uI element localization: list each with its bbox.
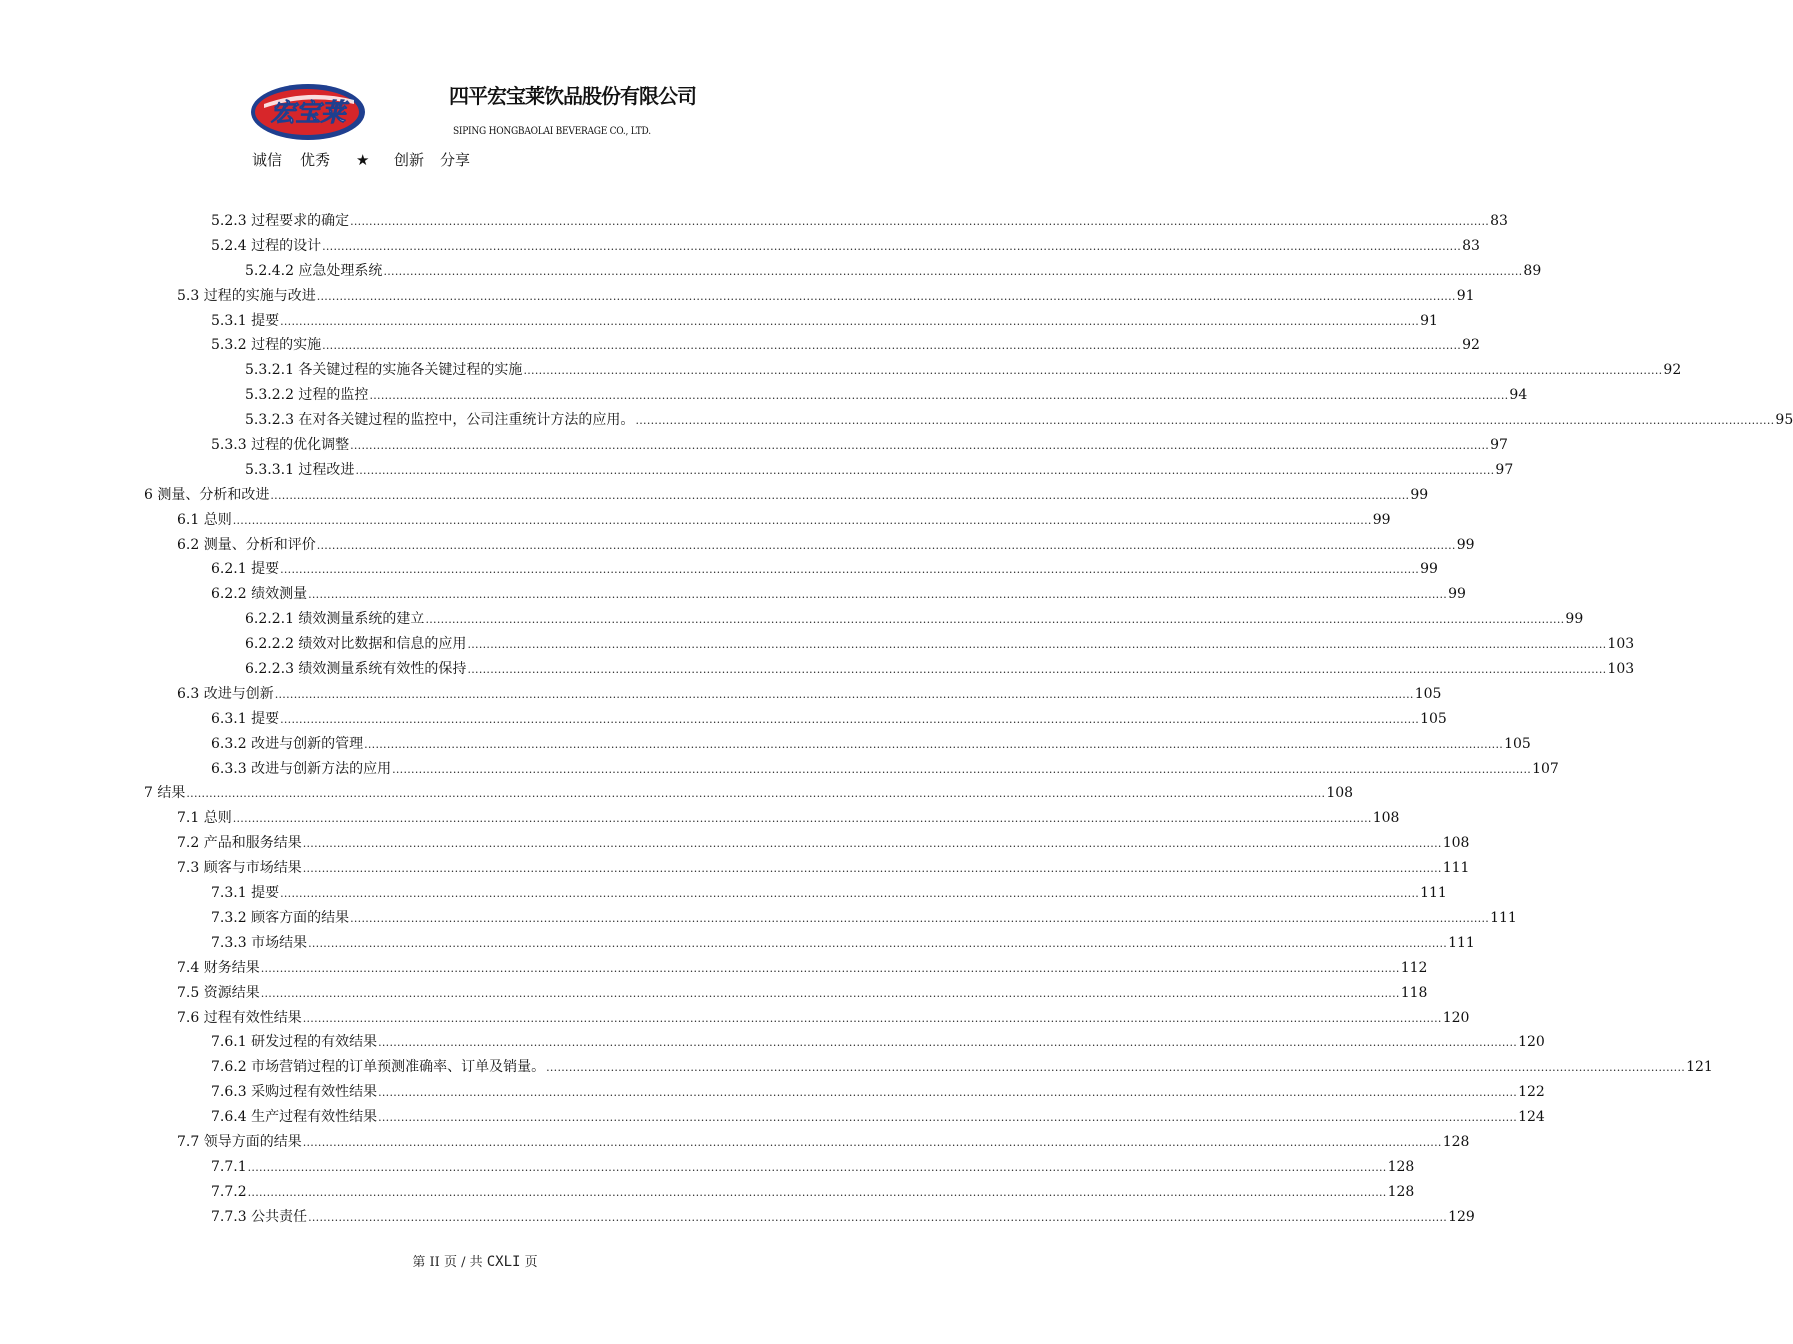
toc-entry-label: 6.2.2.2 绩效对比数据和信息的应用 bbox=[245, 636, 467, 653]
toc-dot-leader: ............................................................................................................................................................................................................................................................................................................ bbox=[247, 1185, 1387, 1199]
toc-entry-label: 6.2.2.1 绩效测量系统的建立 bbox=[245, 611, 425, 628]
toc-entry-label: 7.6.3 采购过程有效性结果 bbox=[211, 1084, 378, 1101]
toc-entry-label: 6.3 改进与创新 bbox=[177, 685, 274, 702]
toc-dot-leader: ............................................................................................................................................................................................................................................................................................................ bbox=[232, 812, 1372, 826]
toc-entry-page-number: 103 bbox=[1607, 661, 1635, 678]
toc-dot-leader: ............................................................................................................................................................................................................................................................................................................ bbox=[635, 414, 1775, 428]
toc-entry-page-number: 97 bbox=[1490, 437, 1508, 454]
page-footer bbox=[0, 1251, 950, 1270]
toc-dot-leader: ............................................................................................................................................................................................................................................................................................................ bbox=[302, 1135, 1442, 1149]
toc-entry-label: 6.3.2 改进与创新的管理 bbox=[211, 735, 364, 752]
toc-dot-leader: ............................................................................................................................................................................................................................................................................................................ bbox=[260, 961, 1400, 975]
toc-entry-page-number: 118 bbox=[1400, 984, 1428, 1001]
toc-dot-leader: ............................................................................................................................................................................................................................................................................................................ bbox=[378, 1086, 1518, 1100]
toc-entry[interactable] bbox=[177, 831, 1470, 856]
toc-entry[interactable] bbox=[177, 533, 1475, 558]
toc-entry[interactable] bbox=[245, 408, 1793, 433]
logo-text: 宏宝莱 bbox=[270, 98, 346, 127]
toc-entry-label: 6.2.2.3 绩效测量系统有效性的保持 bbox=[245, 661, 467, 678]
page-header bbox=[0, 0, 950, 190]
company-name-cn: 四平宏宝莱饮品股份有限公司 bbox=[449, 84, 696, 108]
toc-dot-leader: ............................................................................................................................................................................................................................................................................................................ bbox=[280, 887, 1420, 901]
toc-entry-page-number: 107 bbox=[1532, 760, 1559, 777]
toc-entry-page-number: 89 bbox=[1523, 262, 1542, 279]
toc-entry[interactable] bbox=[177, 682, 1442, 707]
toc-dot-leader: ............................................................................................................................................................................................................................................................................................................ bbox=[316, 538, 1456, 552]
toc-entry-label: 7.1 总则 bbox=[177, 810, 232, 827]
toc-dot-leader: ............................................................................................................................................................................................................................................................................................................ bbox=[467, 663, 1607, 677]
toc-entry[interactable] bbox=[177, 856, 1470, 881]
toc-entry-page-number: 105 bbox=[1504, 735, 1531, 752]
toc-entry[interactable] bbox=[177, 508, 1391, 533]
toc-entry-label: 5.3.1 提要 bbox=[211, 312, 280, 329]
toc-entry-label: 5.3.2.3 在对各关键过程的监控中，公司注重统计方法的应用。 bbox=[245, 412, 635, 429]
footer-suffix: 页 bbox=[524, 1255, 538, 1270]
toc-dot-leader: ............................................................................................................................................................................................................................................................................................................ bbox=[322, 339, 1462, 353]
table-of-contents bbox=[0, 209, 1793, 1230]
toc-dot-leader: ............................................................................................................................................................................................................................................................................................................ bbox=[523, 364, 1663, 378]
toc-entry[interactable] bbox=[211, 732, 1531, 757]
company-name-en: SIPING HONGBAOLAI BEVERAGE CO., LTD. bbox=[453, 125, 651, 137]
toc-entry-label: 7.3.3 市场结果 bbox=[211, 934, 308, 951]
toc-entry[interactable] bbox=[245, 259, 1542, 284]
toc-entry-label: 7.5 资源结果 bbox=[177, 984, 260, 1001]
toc-entry[interactable] bbox=[245, 383, 1528, 408]
toc-entry-label: 6.2.1 提要 bbox=[211, 561, 280, 578]
toc-entry-page-number: 111 bbox=[1490, 909, 1517, 926]
toc-entry-label: 5.3.2.1 各关键过程的实施各关键过程的实施 bbox=[245, 362, 523, 379]
toc-entry-label: 7.3 顾客与市场结果 bbox=[177, 860, 302, 877]
toc-entry[interactable] bbox=[211, 1205, 1475, 1230]
toc-entry-page-number: 99 bbox=[1448, 586, 1466, 603]
toc-entry-page-number: 124 bbox=[1518, 1109, 1545, 1126]
toc-entry[interactable] bbox=[211, 1155, 1415, 1180]
toc-entry[interactable] bbox=[211, 333, 1480, 358]
toc-dot-leader: ............................................................................................................................................................................................................................................................................................................ bbox=[302, 1011, 1442, 1025]
toc-entry[interactable] bbox=[144, 781, 1354, 806]
toc-entry-page-number: 105 bbox=[1414, 685, 1442, 702]
toc-entry[interactable] bbox=[211, 1180, 1415, 1205]
toc-entry-page-number: 128 bbox=[1387, 1183, 1415, 1200]
toc-entry-label: 7.7 领导方面的结果 bbox=[177, 1133, 302, 1150]
toc-entry[interactable] bbox=[211, 1030, 1545, 1055]
toc-entry-page-number: 111 bbox=[1442, 860, 1470, 877]
toc-entry-page-number: 94 bbox=[1509, 387, 1528, 404]
footer-middle: 页 / 共 bbox=[443, 1255, 483, 1270]
toc-entry[interactable] bbox=[177, 284, 1475, 309]
toc-entry[interactable] bbox=[211, 881, 1447, 906]
footer-total-pages: CXLI bbox=[486, 1254, 521, 1270]
toc-dot-leader: ............................................................................................................................................................................................................................................................................................................ bbox=[392, 762, 1532, 776]
toc-entry-label: 7.7.1 bbox=[211, 1158, 247, 1175]
toc-dot-leader: ............................................................................................................................................................................................................................................................................................................ bbox=[260, 986, 1400, 1000]
toc-entry-page-number: 128 bbox=[1442, 1133, 1470, 1150]
toc-entry[interactable] bbox=[211, 557, 1438, 582]
toc-entry[interactable] bbox=[211, 906, 1517, 931]
toc-dot-leader: ............................................................................................................................................................................................................................................................................................................ bbox=[378, 1036, 1518, 1050]
toc-entry-page-number: 97 bbox=[1495, 461, 1514, 478]
toc-entry-page-number: 120 bbox=[1442, 1009, 1470, 1026]
toc-dot-leader: ............................................................................................................................................................................................................................................................................................................ bbox=[383, 264, 1523, 278]
toc-entry-page-number: 122 bbox=[1518, 1084, 1545, 1101]
toc-entry-page-number: 103 bbox=[1607, 636, 1635, 653]
footer-current-page: II bbox=[429, 1255, 440, 1270]
toc-entry-page-number: 92 bbox=[1462, 337, 1480, 354]
toc-entry[interactable] bbox=[177, 1006, 1470, 1031]
toc-entry-label: 7.6 过程有效性结果 bbox=[177, 1009, 302, 1026]
toc-entry-page-number: 99 bbox=[1420, 561, 1438, 578]
toc-dot-leader: ............................................................................................................................................................................................................................................................................................................ bbox=[308, 1210, 1448, 1224]
toc-dot-leader: ............................................................................................................................................................................................................................................................................................................ bbox=[350, 911, 1490, 925]
toc-entry-page-number: 99 bbox=[1565, 611, 1584, 628]
toc-entry[interactable] bbox=[144, 483, 1429, 508]
toc-dot-leader: ............................................................................................................................................................................................................................................................................................................ bbox=[270, 488, 1410, 502]
company-slogan bbox=[252, 149, 470, 170]
toc-entry-label: 5.3.2 过程的实施 bbox=[211, 337, 322, 354]
toc-dot-leader: ............................................................................................................................................................................................................................................................................................................ bbox=[274, 687, 1414, 701]
toc-dot-leader: ............................................................................................................................................................................................................................................................................................................ bbox=[232, 513, 1372, 527]
toc-dot-leader: ............................................................................................................................................................................................................................................................................................................ bbox=[316, 289, 1456, 303]
toc-entry-label: 7.6.1 研发过程的有效结果 bbox=[211, 1034, 378, 1051]
footer-prefix: 第 bbox=[412, 1255, 426, 1270]
toc-entry-label: 6 测量、分析和改进 bbox=[144, 486, 270, 503]
slogan-word: 分享 bbox=[440, 151, 471, 169]
toc-entry-label: 7.6.2 市场营销过程的订单预测准确率、订单及销量。 bbox=[211, 1059, 546, 1076]
toc-entry[interactable] bbox=[211, 931, 1475, 956]
toc-entry[interactable] bbox=[177, 956, 1428, 981]
toc-entry-page-number: 128 bbox=[1387, 1158, 1415, 1175]
toc-entry[interactable] bbox=[211, 234, 1480, 259]
toc-entry-label: 6.3.3 改进与创新方法的应用 bbox=[211, 760, 392, 777]
slogan-word: 创新 bbox=[394, 151, 425, 169]
toc-dot-leader: ............................................................................................................................................................................................................................................................................................................ bbox=[280, 712, 1420, 726]
toc-dot-leader: ............................................................................................................................................................................................................................................................................................................ bbox=[350, 439, 1490, 453]
slogan-word: 优秀 bbox=[300, 151, 331, 169]
toc-entry-label: 7 结果 bbox=[144, 785, 186, 802]
toc-entry[interactable] bbox=[211, 582, 1466, 607]
toc-entry[interactable] bbox=[211, 309, 1438, 334]
toc-entry-label: 7.7.3 公共责任 bbox=[211, 1208, 308, 1225]
toc-dot-leader: ............................................................................................................................................................................................................................................................................................................ bbox=[280, 563, 1420, 577]
toc-entry[interactable] bbox=[211, 1105, 1545, 1130]
toc-entry-page-number: 112 bbox=[1400, 959, 1428, 976]
slogan-word: 诚信 bbox=[252, 151, 283, 169]
toc-dot-leader: ............................................................................................................................................................................................................................................................................................................ bbox=[322, 239, 1462, 253]
toc-entry-page-number: 108 bbox=[1442, 835, 1470, 852]
toc-dot-leader: ............................................................................................................................................................................................................................................................................................................ bbox=[546, 1061, 1686, 1075]
toc-dot-leader: ............................................................................................................................................................................................................................................................................................................ bbox=[302, 837, 1442, 851]
toc-entry[interactable] bbox=[211, 209, 1508, 234]
toc-entry-page-number: 99 bbox=[1410, 486, 1429, 503]
toc-entry-page-number: 108 bbox=[1326, 785, 1354, 802]
company-logo bbox=[250, 82, 366, 142]
toc-entry-label: 5.3.3 过程的优化调整 bbox=[211, 437, 350, 454]
toc-dot-leader: ............................................................................................................................................................................................................................................................................................................ bbox=[302, 862, 1442, 876]
toc-entry-label: 5.3.2.2 过程的监控 bbox=[245, 387, 369, 404]
toc-entry-page-number: 129 bbox=[1448, 1208, 1475, 1225]
toc-entry-label: 5.3.3.1 过程改进 bbox=[245, 461, 355, 478]
toc-entry-label: 5.2.4 过程的设计 bbox=[211, 237, 322, 254]
toc-dot-leader: ............................................................................................................................................................................................................................................................................................................ bbox=[186, 787, 1326, 801]
toc-entry-page-number: 92 bbox=[1663, 362, 1682, 379]
toc-entry-label: 5.3 过程的实施与改进 bbox=[177, 287, 316, 304]
toc-dot-leader: ............................................................................................................................................................................................................................................................................................................ bbox=[425, 613, 1565, 627]
toc-entry-label: 5.2.4.2 应急处理系统 bbox=[245, 262, 383, 279]
toc-dot-leader: ............................................................................................................................................................................................................................................................................................................ bbox=[308, 936, 1448, 950]
toc-dot-leader: ............................................................................................................................................................................................................................................................................................................ bbox=[364, 737, 1504, 751]
toc-entry-label: 5.2.3 过程要求的确定 bbox=[211, 213, 350, 229]
star-icon: ★ bbox=[356, 151, 370, 169]
toc-entry[interactable] bbox=[211, 433, 1508, 458]
toc-dot-leader: ............................................................................................................................................................................................................................................................................................................ bbox=[308, 588, 1448, 602]
toc-entry-page-number: 95 bbox=[1775, 412, 1793, 429]
toc-dot-leader: ............................................................................................................................................................................................................................................................................................................ bbox=[467, 638, 1607, 652]
toc-dot-leader: ............................................................................................................................................................................................................................................................................................................ bbox=[280, 314, 1420, 328]
toc-entry-page-number: 99 bbox=[1456, 536, 1475, 553]
toc-entry-page-number: 121 bbox=[1686, 1059, 1713, 1076]
toc-entry-page-number: 83 bbox=[1462, 237, 1480, 254]
toc-entry-label: 7.2 产品和服务结果 bbox=[177, 835, 302, 852]
toc-entry-label: 7.3.2 顾客方面的结果 bbox=[211, 909, 350, 926]
toc-entry[interactable] bbox=[245, 358, 1682, 383]
toc-entry-page-number: 111 bbox=[1420, 885, 1447, 902]
toc-entry[interactable] bbox=[245, 607, 1584, 632]
toc-entry[interactable] bbox=[177, 1130, 1470, 1155]
toc-entry-label: 7.3.1 提要 bbox=[211, 885, 280, 902]
toc-entry-page-number: 111 bbox=[1448, 934, 1475, 951]
toc-entry-page-number: 108 bbox=[1372, 810, 1400, 827]
toc-entry-page-number: 91 bbox=[1456, 287, 1475, 304]
toc-entry[interactable] bbox=[211, 1055, 1713, 1080]
toc-entry-label: 7.4 财务结果 bbox=[177, 959, 260, 976]
toc-entry[interactable] bbox=[211, 757, 1559, 782]
toc-entry[interactable] bbox=[177, 981, 1428, 1006]
toc-entry-label: 6.2.2 绩效测量 bbox=[211, 586, 308, 603]
toc-entry-page-number: 105 bbox=[1420, 710, 1447, 727]
toc-dot-leader: ............................................................................................................................................................................................................................................................................................................ bbox=[355, 463, 1495, 477]
toc-entry-label: 7.6.4 生产过程有效性结果 bbox=[211, 1109, 378, 1126]
toc-dot-leader: ............................................................................................................................................................................................................................................................................................................ bbox=[350, 215, 1490, 228]
toc-entry[interactable] bbox=[211, 1080, 1545, 1105]
toc-entry[interactable] bbox=[245, 632, 1635, 657]
toc-entry-page-number: 120 bbox=[1518, 1034, 1545, 1051]
toc-dot-leader: ............................................................................................................................................................................................................................................................................................................ bbox=[378, 1111, 1518, 1125]
toc-entry[interactable] bbox=[245, 657, 1635, 682]
toc-entry-page-number: 91 bbox=[1420, 312, 1438, 329]
toc-entry-label: 6.2 测量、分析和评价 bbox=[177, 536, 316, 553]
toc-dot-leader: ............................................................................................................................................................................................................................................................................................................ bbox=[369, 389, 1509, 403]
toc-entry[interactable] bbox=[211, 707, 1447, 732]
toc-entry-label: 7.7.2 bbox=[211, 1183, 247, 1200]
toc-entry-label: 6.3.1 提要 bbox=[211, 710, 280, 727]
toc-entry[interactable] bbox=[177, 806, 1400, 831]
toc-entry[interactable] bbox=[245, 458, 1514, 483]
toc-entry-label: 6.1 总则 bbox=[177, 511, 232, 528]
toc-entry-page-number: 83 bbox=[1490, 213, 1508, 229]
toc-dot-leader: ............................................................................................................................................................................................................................................................................................................ bbox=[247, 1160, 1387, 1174]
toc-entry-page-number: 99 bbox=[1372, 511, 1391, 528]
